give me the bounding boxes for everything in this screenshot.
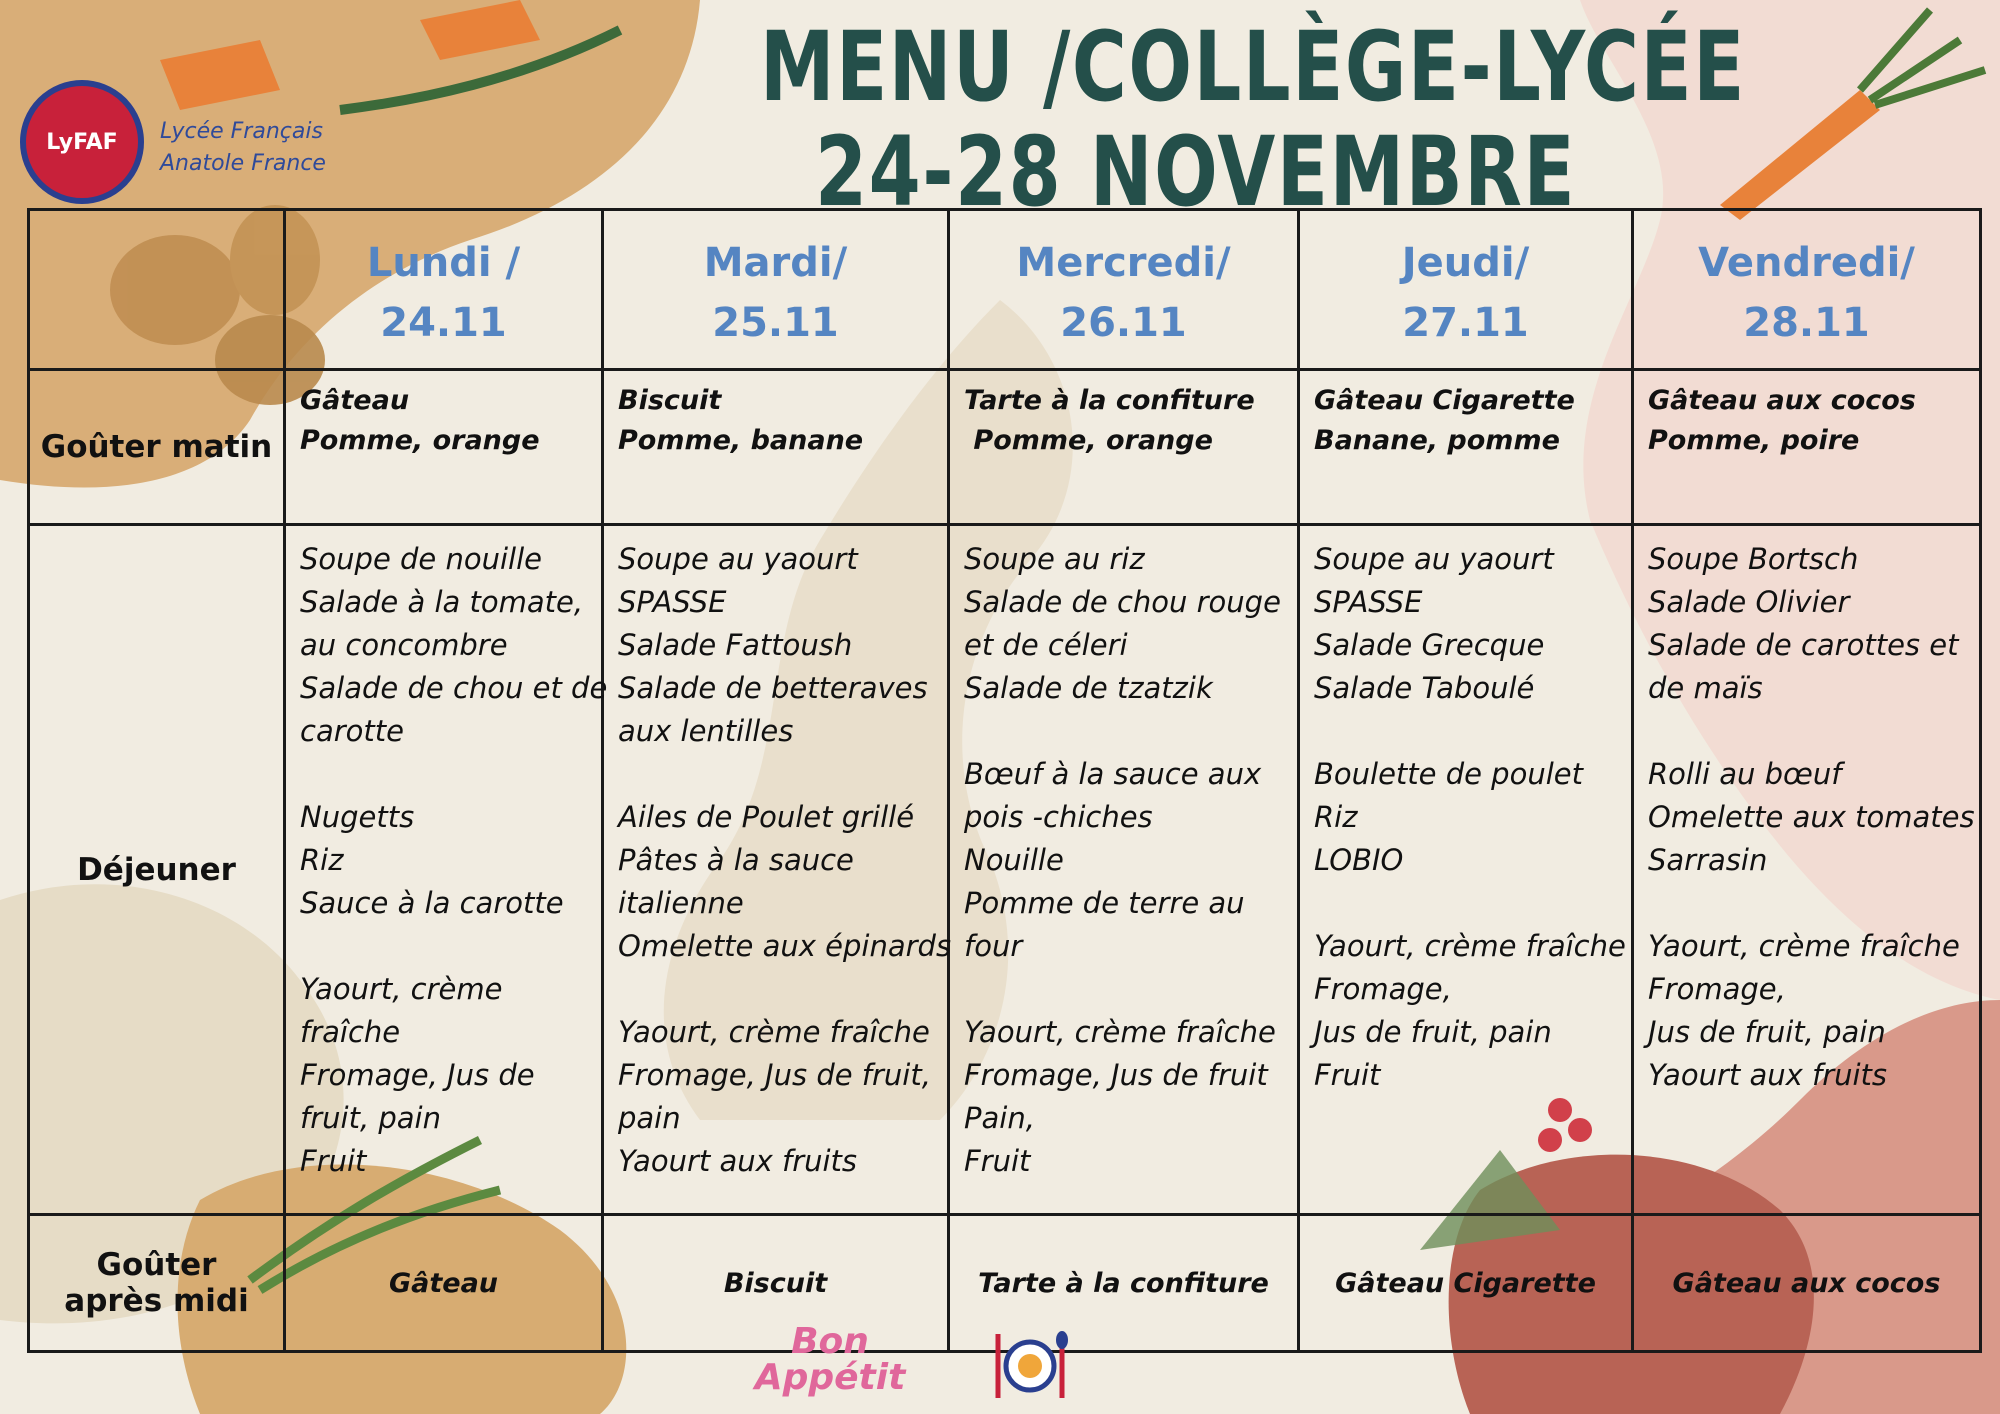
cell-dejeuner [1633,525,1981,1215]
dish-line: Salade de chou et de [300,671,608,705]
dish-line: Yaourt aux fruits [1648,1058,1888,1092]
cell-gouter-matin: Biscuit Pomme, banane [603,370,949,525]
cell-dejeuner [1299,525,1633,1215]
cell-dejeuner [285,525,608,1215]
page-title [660,11,1760,228]
dish-line: Fromage, Jus de fruit [964,1058,1268,1092]
dish-line: Salade à la tomate, [300,585,584,619]
dish-line [1314,710,1617,753]
title-line-1: MENU /COLLÈGE-LYCÉE [760,11,1746,123]
logo-text [160,116,326,180]
dish-line: Fromage, [1314,972,1452,1006]
day-header-friday: Vendredi/ 28.11 [1633,210,1981,370]
day-header-thursday: Jeudi/ 27.11 [1299,210,1633,370]
dish-line: Yaourt, crème [300,972,503,1006]
dish-line [300,753,587,796]
logo-line-2: Anatole France [160,151,326,176]
menu-table [27,208,1982,1353]
row-label-gouter-apres-midi: Goûter après midi [29,1215,285,1352]
dish-line: Fromage, Jus de fruit, [618,1058,931,1092]
dish-line: de maïs [1648,671,1763,705]
dish-line: au concombre [300,628,508,662]
school-logo [20,80,326,210]
dish-line: Riz [300,843,344,877]
dish-line: Ailes de Poulet grillé [618,800,915,834]
day-header-tuesday: Mardi/ 25.11 [603,210,949,370]
dish-line: Salade Olivier [1648,585,1850,619]
dish-line: Soupe Bortsch [1648,542,1859,576]
cell-gouter-apres-midi: Tarte à la confiture [949,1215,1299,1352]
dish-line: pain [618,1101,681,1135]
dish-line: four [964,929,1023,963]
dish-line: Nouille [964,843,1064,877]
dish-line: aux lentilles [618,714,794,748]
dish-line: Omelette aux tomates [1648,800,1975,834]
dish-line: Omelette aux épinards [618,929,952,963]
dish-line [964,968,1283,1011]
dish-line: Sarrasin [1648,843,1768,877]
row-label-gouter-matin: Goûter matin [29,370,285,525]
dish-line: Pain, [964,1101,1035,1135]
dish-line: LOBIO [1314,843,1404,877]
cell-gouter-matin: Tarte à la confiture Pomme, orange [949,370,1299,525]
header-row [29,210,1981,370]
cell-gouter-matin: Gâteau Pomme, orange [285,370,603,525]
dish-line: SPASSE [618,585,727,619]
dish-line: Pomme de terre au [964,886,1245,920]
dish-line: Soupe au riz [964,542,1145,576]
logo-badge: LyFAF [20,80,144,204]
dish-line: fraîche [300,1015,401,1049]
row-gouter-matin [29,370,1981,525]
dish-line: Pâtes à la sauce [618,843,854,877]
dish-line: Yaourt, crème fraîche [1648,929,1960,963]
dish-line: Boulette de poulet [1314,757,1583,791]
dish-line: Sauce à la carotte [300,886,564,920]
cell-dejeuner [603,525,952,1215]
dish-line: Fromage, Jus de [300,1058,535,1092]
dish-line [618,968,933,1011]
dish-line: et de céleri [964,628,1128,662]
dish-line [964,710,1283,753]
dish-line: Fruit [1314,1058,1381,1092]
dish-line: Fromage, [1648,972,1786,1006]
dish-line: Salade de betteraves [618,671,928,705]
row-label-dejeuner: Déjeuner [29,525,285,1215]
cell-dejeuner [949,525,1299,1215]
dish-line: fruit, pain [300,1101,441,1135]
dish-line: Salade Taboulé [1314,671,1535,705]
day-header-wednesday: Mercredi/ 26.11 [949,210,1299,370]
dish-line [300,925,587,968]
bon-appetit-text: Bon Appétit [754,1321,906,1398]
dish-line: Soupe de nouille [300,542,542,576]
dish-line [1648,882,1965,925]
title-line-2: 24-28 NOVEMBRE [815,116,1577,228]
dish-line: Bœuf à la sauce aux [964,757,1262,791]
dish-line: carotte [300,714,404,748]
logo-line-1: Lycée Français [160,119,323,144]
dish-line [1314,882,1617,925]
dish-line: Jus de fruit, pain [1648,1015,1886,1049]
dish-line: Jus de fruit, pain [1314,1015,1552,1049]
dish-line: Salade de chou rouge [964,585,1281,619]
row-dejeuner [29,525,1981,1215]
dish-line: Salade Fattoush [618,628,853,662]
cell-gouter-matin: Gâteau Cigarette Banane, pomme [1299,370,1633,525]
corner-cell [29,210,285,370]
cell-gouter-apres-midi: Gâteau [285,1215,603,1352]
dish-line: Salade de carottes et [1648,628,1959,662]
cell-gouter-apres-midi: Gâteau Cigarette [1299,1215,1633,1352]
dish-line: pois -chiches [964,800,1153,834]
plate-cutlery-icon [990,1324,1070,1404]
dish-line: Yaourt aux fruits [618,1144,858,1178]
cell-gouter-apres-midi: Gâteau aux cocos [1633,1215,1981,1352]
day-header-monday: Lundi / 24.11 [285,210,603,370]
bon-appetit-logo [730,1322,1070,1412]
dish-line: Nugetts [300,800,415,834]
dish-line: Salade Grecque [1314,628,1545,662]
dish-line [1648,710,1965,753]
dish-line: Soupe au yaourt [618,542,858,576]
dish-line: Yaourt, crème fraîche [1314,929,1626,963]
dish-line: Riz [1314,800,1358,834]
dish-line: Salade de tzatzik [964,671,1213,705]
dish-line: Yaourt, crème fraîche [618,1015,930,1049]
dish-line: Fruit [964,1144,1031,1178]
dish-line: Yaourt, crème fraîche [964,1015,1276,1049]
dish-line: Soupe au yaourt [1314,542,1554,576]
cell-gouter-matin: Gâteau aux cocos Pomme, poire [1633,370,1981,525]
dish-line: Rolli au bœuf [1648,757,1842,791]
dish-line: Fruit [300,1144,367,1178]
cell-gouter-apres-midi: Biscuit [603,1215,949,1352]
dish-line [618,753,933,796]
dish-line: SPASSE [1314,585,1423,619]
dish-line: italienne [618,886,744,920]
